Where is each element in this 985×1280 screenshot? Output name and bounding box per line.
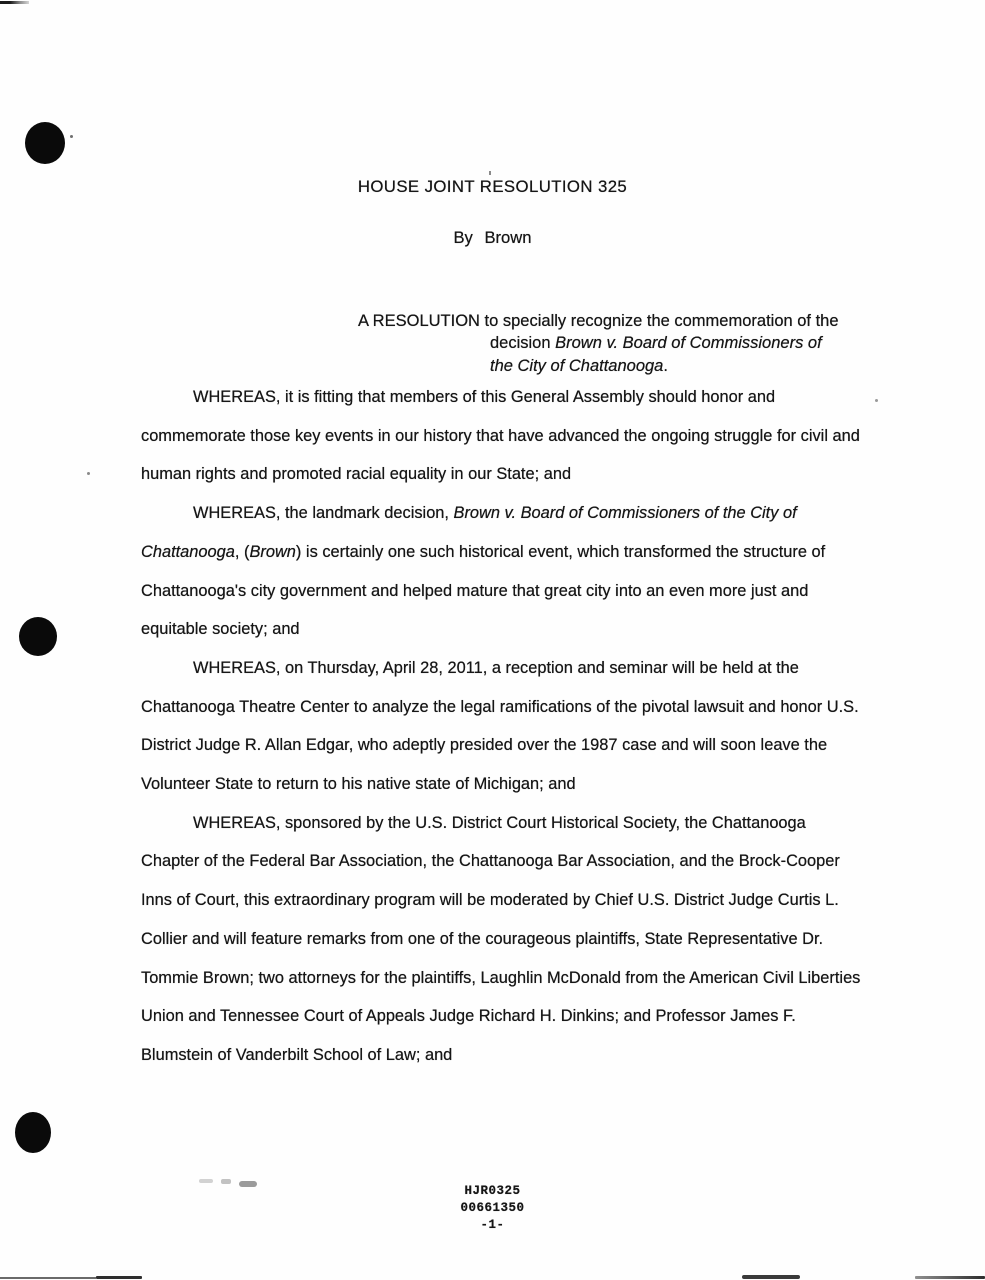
caption-line: the City of Chattanooga.	[490, 357, 668, 375]
document-body	[141, 378, 861, 1075]
page-number: -1-	[480, 1218, 505, 1232]
whereas-paragraph-3: WHEREAS, on Thursday, April 28, 2011, a reception and seminar will be held at the Chattanooga Theatre Center to analyze the legal ramifications of the pivotal lawsuit and honor U.S. District Judge R. Allan Edgar, who adeptly presided over the 1987 case and will soon leave the Volunteer State to return to his native state of Michigan; and	[141, 658, 859, 794]
whereas-paragraph-4: WHEREAS, sponsored by the U.S. District Court Historical Society, the Chattanooga Chapter of the Federal Bar Association, the Chattanooga Bar Association, and the Brock-Cooper Inns of Court, this extraordinary program will be moderated by Chief U.S. District Judge Curtis L. Collier and will feature remarks from one of the courageous plaintiffs, State Representative Dr. Tommie Brown; two attorneys for the plaintiffs, Laughlin McDonald from the American Civil Liberties Union and Tennessee Court of Appeals Judge Richard H. Dinkins; and Professor James F. Blumstein of Vanderbilt School of Law; and	[141, 813, 861, 1064]
scan-artifact-corner-line	[0, 1, 29, 4]
caption-line: A RESOLUTION to specially recognize the commemoration of the	[358, 312, 839, 330]
resolution-title: HOUSE JOINT RESOLUTION 325	[357, 177, 628, 196]
sponsor-line: By Brown	[453, 228, 532, 247]
scan-artifact-bottom-edge	[742, 1275, 800, 1279]
scan-artifact-bottom-edge	[0, 1277, 96, 1279]
scan-artifact-bottom-edge	[96, 1276, 142, 1279]
punch-hole-top	[25, 122, 65, 164]
document-number: 00661350	[460, 1201, 525, 1215]
page-footer	[0, 1183, 985, 1234]
punch-hole-bottom	[15, 1112, 51, 1153]
scan-speck	[875, 399, 878, 402]
punch-hole-middle	[19, 617, 57, 656]
scan-speck	[87, 472, 90, 475]
caption-line: decision Brown v. Board of Commissioners of	[490, 334, 822, 352]
whereas-paragraph-2: WHEREAS, the landmark decision, Brown v. Board of Commissioners of the City of Chattanooga, (Brown) is certainly one such historical event, which transformed the structure of Chattanooga's city government and helped mature that great city into an even more just and equitable society; and	[141, 504, 826, 639]
scan-speck	[489, 171, 491, 175]
bill-number: HJR0325	[464, 1184, 521, 1198]
scan-speck	[70, 135, 73, 138]
scan-artifact-bottom-edge	[915, 1276, 985, 1279]
whereas-paragraph-1: WHEREAS, it is fitting that members of this General Assembly should honor and commemorate those key events in our history that have advanced the ongoing struggle for civil and human rights and promoted racial equality in our State; and	[141, 388, 860, 484]
